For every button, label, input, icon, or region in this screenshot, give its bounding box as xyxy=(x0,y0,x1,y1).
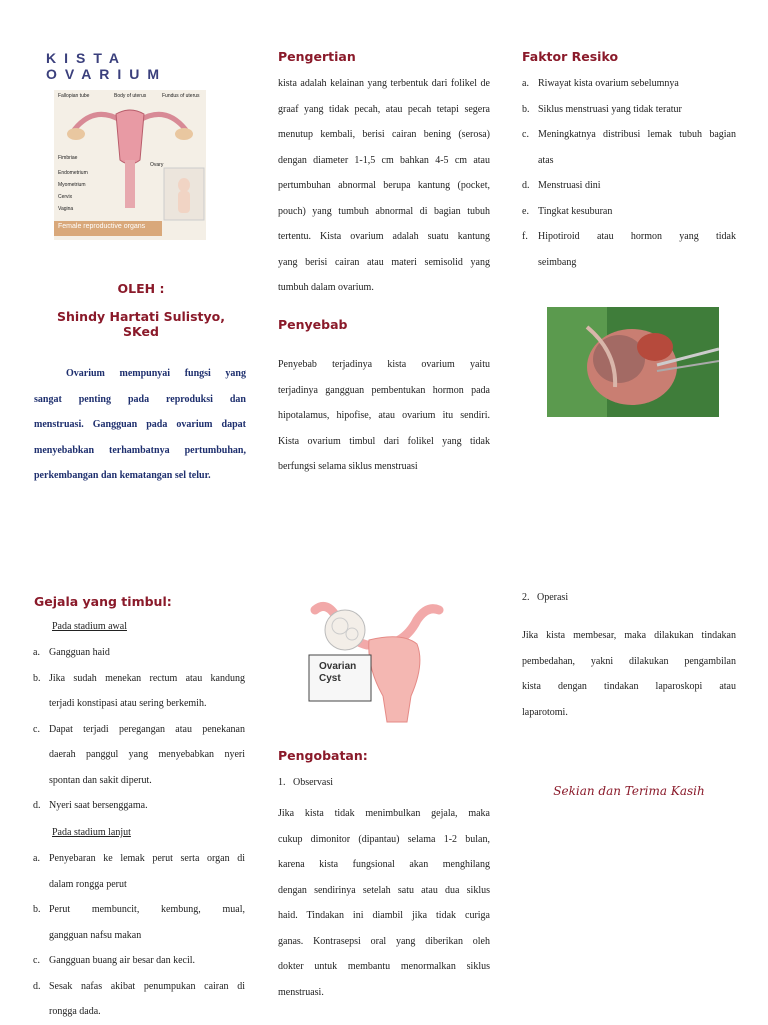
list-item xyxy=(33,793,245,819)
pengobatan-heading: Pengobatan: xyxy=(278,748,368,763)
diagram-label: Cervix xyxy=(58,194,73,200)
list-item xyxy=(522,224,736,275)
list-item-text xyxy=(538,224,736,275)
text-line: pembedahan, yakni dilakukan pengambilan xyxy=(522,655,736,667)
list-line: atas xyxy=(538,154,554,166)
operasi-label: 2. Operasi xyxy=(522,592,569,603)
diagram-caption: Female reproductive organs xyxy=(58,223,146,230)
lanjut-list xyxy=(33,846,245,1025)
list-item xyxy=(33,717,245,794)
list-item-text xyxy=(49,666,245,717)
list-marker: a. xyxy=(33,647,40,658)
list-item-text xyxy=(538,199,736,225)
list-line: Sesak nafas akibat penumpukan cairan di xyxy=(49,980,245,992)
faktor-heading: Faktor Resiko xyxy=(522,49,619,64)
list-line: rongga dada. xyxy=(49,1006,101,1017)
list-item xyxy=(522,71,736,97)
list-line: Perut membuncit, kembung, mual, xyxy=(49,904,245,915)
list-line: gangguan nafsu makan xyxy=(49,929,142,941)
text-line: kista dengan tindakan laparoskopi atau xyxy=(522,681,736,692)
text-line: tertentu. Kista ovarium adalah suatu kantung xyxy=(278,231,490,242)
list-item-text xyxy=(49,640,245,666)
list-marker: a. xyxy=(33,853,40,864)
list-line: Siklus menstruasi yang tidak teratur xyxy=(538,103,682,115)
penyebab-paragraph xyxy=(278,352,490,480)
list-line: Gangguan haid xyxy=(49,647,110,658)
list-marker: c. xyxy=(33,955,40,966)
list-line: Nyeri saat bersenggama. xyxy=(49,800,148,811)
list-item-text xyxy=(49,948,245,974)
closing-thanks: Sekian dan Terima Kasih xyxy=(553,784,705,798)
list-line: terjadi konstipasi atau sering berkemih. xyxy=(49,698,207,709)
text-line: dengan diameter 1-1,5 cm bahkan 4-5 cm atau xyxy=(278,154,490,166)
stadium-awal-label: Pada stadium awal xyxy=(52,621,127,632)
list-marker: c. xyxy=(522,129,529,140)
list-item xyxy=(33,846,245,897)
list-item-text xyxy=(49,793,245,819)
intro-line: menstruasi. Gangguan pada ovarium dapat xyxy=(34,419,246,430)
list-marker: e. xyxy=(522,205,529,217)
pengertian-heading: Pengertian xyxy=(278,49,356,64)
list-marker: f. xyxy=(522,231,528,242)
list-line: Penyebaran ke lemak perut serta organ di xyxy=(49,853,245,864)
list-line: spontan dan sakit diperut. xyxy=(49,774,152,786)
list-marker: b. xyxy=(33,672,41,684)
diagram-label: Fundus of uterus xyxy=(162,93,200,99)
list-line: seimbang xyxy=(538,256,577,268)
diagram-label: Body of uterus xyxy=(114,93,147,99)
diagram-label: Endometrium xyxy=(58,170,88,176)
author-name: Shindy Hartati Sulistyo, SKed xyxy=(57,309,225,339)
surgical-cyst-image xyxy=(547,307,719,417)
text-line: menutup kembali, berisi cairan bening (serosa) xyxy=(278,129,490,140)
list-item xyxy=(33,897,245,948)
gejala-heading: Gejala yang timbul: xyxy=(34,594,172,609)
list-item xyxy=(33,640,245,666)
ovarian-cyst-diagram xyxy=(307,600,447,725)
text-line: Jika kista membesar, maka dilakukan tindakan xyxy=(522,630,736,641)
list-marker: d. xyxy=(33,980,41,992)
list-item-text xyxy=(538,173,736,199)
text-line: menstruasi. xyxy=(278,986,324,998)
diagram-label: Vagina xyxy=(58,206,74,212)
intro-line: sangat penting pada reproduksi dan xyxy=(34,393,246,405)
intro-line: Ovarium mempunyai fungsi yang xyxy=(66,368,246,379)
list-item-text xyxy=(49,717,245,794)
list-line: Menstruasi dini xyxy=(538,180,601,191)
list-line: Riwayat kista ovarium sebelumnya xyxy=(538,78,679,89)
text-line: yang berisi cairan atau materi semisolid yang xyxy=(278,256,490,268)
text-line: cukup dimonitor (dipantau) selama 1-2 bulan, xyxy=(278,833,490,845)
diagram-label: Fallopian tube xyxy=(58,93,90,99)
intro-line: perkembangan dan kematangan sel telur. xyxy=(34,470,211,481)
text-line: Jika kista tidak menimbulkan gejala, maka xyxy=(278,808,490,819)
operasi-paragraph xyxy=(522,623,736,725)
stadium-lanjut-label: Pada stadium lanjut xyxy=(52,827,131,838)
list-line: Jika sudah menekan rectum atau kandung xyxy=(49,672,245,684)
diagram-label: Myometrium xyxy=(58,182,86,188)
list-marker: d. xyxy=(33,800,41,811)
text-line: pouch) yang tumbuh abnormal di bagian tubuh xyxy=(278,205,490,217)
penyebab-heading: Penyebab xyxy=(278,317,348,332)
list-line: dalam rongga perut xyxy=(49,878,127,890)
text-line: graaf yang tidak pecah, atau pecah tetapi segera xyxy=(278,103,490,115)
list-item-text xyxy=(49,897,245,948)
list-line: daerah panggul yang menyebabkan nyeri xyxy=(49,749,245,760)
observasi-paragraph xyxy=(278,801,490,1005)
list-item xyxy=(33,666,245,717)
text-line: pertumbuhan abnormal berupa kantung (pocket, xyxy=(278,180,490,191)
diagram-label: Fimbriae xyxy=(58,155,78,161)
list-line: Tingkat kesuburan xyxy=(538,205,613,217)
list-item xyxy=(522,199,736,225)
faktor-list xyxy=(522,71,736,275)
cyst-photo xyxy=(547,307,719,417)
text-line: haid. Tindakan ini diambil jika tidak curiga xyxy=(278,910,490,921)
list-item xyxy=(522,173,736,199)
text-line: dengan sendirinya setelah satu atau dua siklus xyxy=(278,884,490,896)
text-line: kista adalah kelainan yang terbentuk dari folikel de xyxy=(278,78,490,89)
list-marker: a. xyxy=(522,78,529,89)
list-marker: c. xyxy=(33,723,40,735)
list-item xyxy=(33,948,245,974)
oleh-label: OLEH : xyxy=(117,281,165,296)
list-item-text xyxy=(538,71,736,97)
list-item xyxy=(33,974,245,1025)
reproductive-diagram xyxy=(54,90,206,240)
text-line: Kista ovarium timbul dari folikel yang tidak xyxy=(278,435,490,447)
list-item-text xyxy=(538,97,736,123)
uterus-illustration xyxy=(54,90,206,240)
list-item xyxy=(522,122,736,173)
text-line: hipotalamus, hipofise, atau ovarium itu sendiri. xyxy=(278,410,490,421)
list-line: Gangguan buang air besar dan kecil. xyxy=(49,955,196,966)
pengertian-paragraph xyxy=(278,71,490,301)
diagram-label: Ovary xyxy=(150,162,164,168)
list-line: Dapat terjadi peregangan atau penekanan xyxy=(49,723,245,735)
list-item xyxy=(522,97,736,123)
text-line: Penyebab terjadinya kista ovarium yaitu xyxy=(278,359,490,370)
awal-list xyxy=(33,640,245,819)
text-line: tumbuh dalam ovarium. xyxy=(278,282,374,293)
list-marker: b. xyxy=(33,904,41,915)
cyst-label: Ovarian Cyst xyxy=(319,661,357,684)
list-item-text xyxy=(49,846,245,897)
list-marker: d. xyxy=(522,180,530,191)
text-line: dokter untuk membantu menormalkan siklus xyxy=(278,961,490,972)
intro-paragraph xyxy=(34,361,246,489)
observasi-label: 1. Observasi xyxy=(278,777,333,788)
list-line: Hipotiroid atau hormon yang tidak xyxy=(538,231,736,242)
list-item-text xyxy=(49,974,245,1025)
brochure-title: KISTA OVARIUM xyxy=(46,50,168,82)
text-line: terjadinya gangguan pembentukan hormon pada xyxy=(278,384,490,396)
text-line: ganas. Kontrasepsi oral yang diberikan oleh xyxy=(278,935,490,947)
text-line: laparotomi. xyxy=(522,706,568,718)
list-line: Meningkatnya distribusi lemak tubuh bagian xyxy=(538,129,736,140)
text-line: berfungsi selama siklus menstruasi xyxy=(278,461,418,472)
list-item-text xyxy=(538,122,736,173)
list-marker: b. xyxy=(522,103,530,115)
intro-line: menyebabkan terhambatnya pertumbuhan, xyxy=(34,444,246,456)
text-line: karena kista fungsional akan menghilang xyxy=(278,859,490,870)
